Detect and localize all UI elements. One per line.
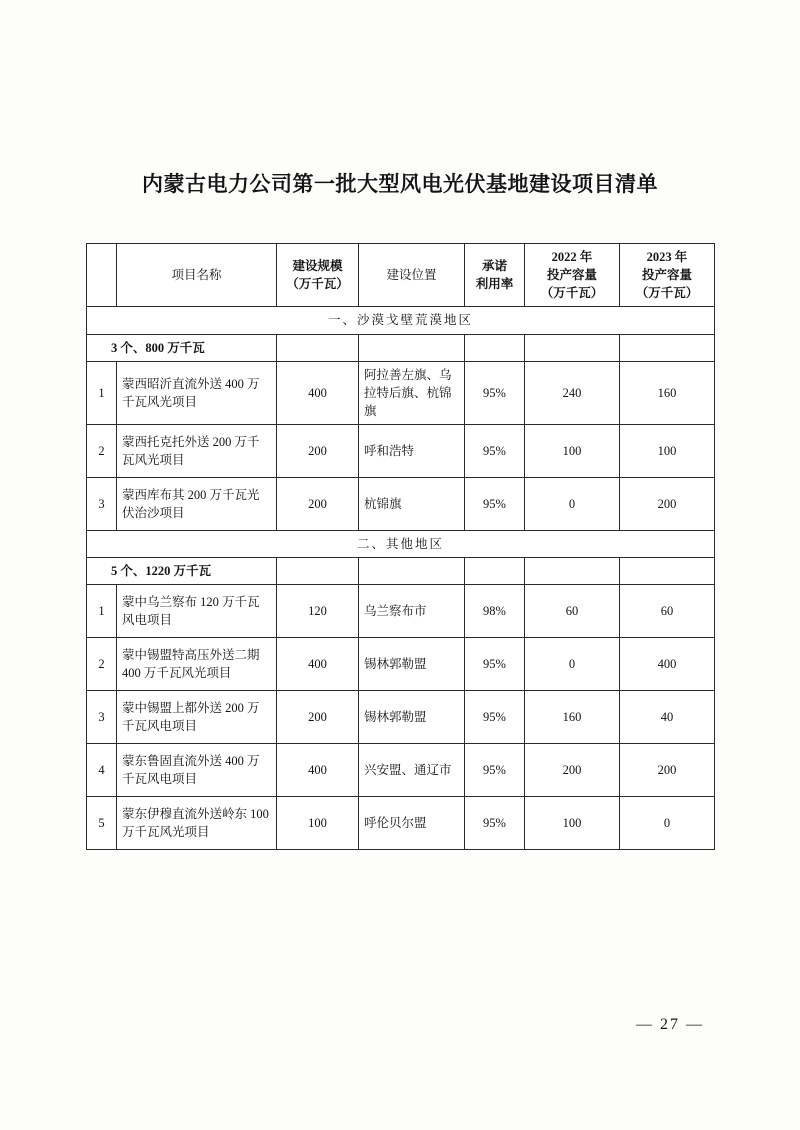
subtotal-y2023-blank [620, 334, 715, 361]
header-year-2023 [620, 244, 715, 307]
header-rate-line2: 利用率 [475, 277, 514, 292]
row-index: 2 [87, 425, 117, 478]
table-row [87, 797, 715, 850]
row-project-name: 蒙东鲁固直流外送 400 万千瓦风电项目 [117, 744, 277, 797]
row-project-name: 蒙西库布其 200 万千瓦光伏治沙项目 [117, 478, 277, 531]
row-project-name: 蒙东伊穆直流外送岭东 100 万千瓦风光项目 [117, 797, 277, 850]
row-rate: 95% [465, 478, 525, 531]
project-list-table-container [86, 243, 714, 850]
row-location: 呼和浩特 [359, 425, 465, 478]
row-y2022: 200 [525, 744, 620, 797]
row-location: 呼伦贝尔盟 [359, 797, 465, 850]
section-subtotal-row [87, 558, 715, 585]
row-location: 锡林郭勒盟 [359, 691, 465, 744]
table-row [87, 585, 715, 638]
row-scale: 100 [277, 797, 359, 850]
table-header-row [87, 244, 715, 307]
header-y2022-line1: 2022 年 [551, 250, 593, 264]
section-header-row [87, 307, 715, 334]
subtotal-scale-blank [277, 334, 359, 361]
header-y2023-line3: （万千瓦） [635, 286, 699, 301]
section-title: 一、沙漠戈壁荒漠地区 [87, 307, 715, 334]
row-location: 锡林郭勒盟 [359, 638, 465, 691]
section-subtotal: 3 个、800 万千瓦 [87, 334, 277, 361]
row-rate: 95% [465, 691, 525, 744]
table-row [87, 691, 715, 744]
row-location: 阿拉善左旗、乌拉特后旗、杭锦旗 [359, 361, 465, 424]
row-scale: 120 [277, 585, 359, 638]
table-row [87, 638, 715, 691]
section-subtotal: 5 个、1220 万千瓦 [87, 558, 277, 585]
row-y2023: 40 [620, 691, 715, 744]
page-number: — 27 — [636, 1016, 704, 1033]
header-rate-line1: 承诺 [481, 259, 507, 274]
subtotal-y2022-blank [525, 334, 620, 361]
row-project-name: 蒙中锡盟上都外送 200 万千瓦风电项目 [117, 691, 277, 744]
subtotal-rate-blank [465, 558, 525, 585]
row-project-name: 蒙中乌兰察布 120 万千瓦风电项目 [117, 585, 277, 638]
page-title: 内蒙古电力公司第一批大型风电光伏基地建设项目清单 [142, 172, 658, 196]
row-y2023: 400 [620, 638, 715, 691]
header-scale-line2: （万千瓦） [286, 277, 349, 292]
row-index: 1 [87, 585, 117, 638]
row-y2023: 160 [620, 361, 715, 424]
row-y2022: 0 [525, 478, 620, 531]
row-index: 2 [87, 638, 117, 691]
row-project-name: 蒙中锡盟特高压外送二期 400 万千瓦风光项目 [117, 638, 277, 691]
header-y2023-line2: 投产容量 [641, 268, 692, 283]
header-index [87, 244, 117, 307]
row-y2023: 100 [620, 425, 715, 478]
header-y2023-line1: 2023 年 [646, 250, 688, 264]
row-scale: 400 [277, 744, 359, 797]
row-scale: 200 [277, 691, 359, 744]
row-scale: 200 [277, 478, 359, 531]
header-year-2022 [525, 244, 620, 307]
row-y2023: 200 [620, 478, 715, 531]
header-scale-line1: 建设规模 [292, 259, 343, 274]
row-rate: 95% [465, 638, 525, 691]
row-project-name: 蒙西托克托外送 200 万千瓦风光项目 [117, 425, 277, 478]
header-y2022-line2: 投产容量 [546, 268, 597, 283]
row-location: 杭锦旗 [359, 478, 465, 531]
row-index: 1 [87, 361, 117, 424]
section-subtotal-row [87, 334, 715, 361]
subtotal-location-blank [359, 558, 465, 585]
subtotal-rate-blank [465, 334, 525, 361]
subtotal-location-blank [359, 334, 465, 361]
row-scale: 200 [277, 425, 359, 478]
row-rate: 95% [465, 744, 525, 797]
row-index: 5 [87, 797, 117, 850]
row-y2022: 160 [525, 691, 620, 744]
row-location: 乌兰察布市 [359, 585, 465, 638]
table-body [87, 307, 715, 850]
subtotal-scale-blank [277, 558, 359, 585]
row-y2022: 60 [525, 585, 620, 638]
table-row [87, 361, 715, 424]
header-location: 建设位置 [359, 244, 465, 307]
row-scale: 400 [277, 361, 359, 424]
row-index: 4 [87, 744, 117, 797]
section-title: 二、其他地区 [87, 531, 715, 558]
table-header [87, 244, 715, 307]
row-y2023: 0 [620, 797, 715, 850]
subtotal-y2022-blank [525, 558, 620, 585]
section-header-row [87, 531, 715, 558]
row-rate: 95% [465, 797, 525, 850]
row-y2022: 240 [525, 361, 620, 424]
subtotal-y2023-blank [620, 558, 715, 585]
row-scale: 400 [277, 638, 359, 691]
project-list-table [86, 243, 715, 850]
row-y2022: 0 [525, 638, 620, 691]
row-y2022: 100 [525, 425, 620, 478]
row-location: 兴安盟、通辽市 [359, 744, 465, 797]
header-scale [277, 244, 359, 307]
row-index: 3 [87, 691, 117, 744]
table-row [87, 478, 715, 531]
row-project-name: 蒙西昭沂直流外送 400 万千瓦风光项目 [117, 361, 277, 424]
table-row [87, 744, 715, 797]
row-y2023: 60 [620, 585, 715, 638]
header-y2022-line3: （万千瓦） [540, 286, 604, 301]
row-rate: 95% [465, 425, 525, 478]
row-y2023: 200 [620, 744, 715, 797]
row-y2022: 100 [525, 797, 620, 850]
row-rate: 98% [465, 585, 525, 638]
header-name: 项目名称 [117, 244, 277, 307]
row-rate: 95% [465, 361, 525, 424]
header-rate [465, 244, 525, 307]
table-row [87, 425, 715, 478]
row-index: 3 [87, 478, 117, 531]
